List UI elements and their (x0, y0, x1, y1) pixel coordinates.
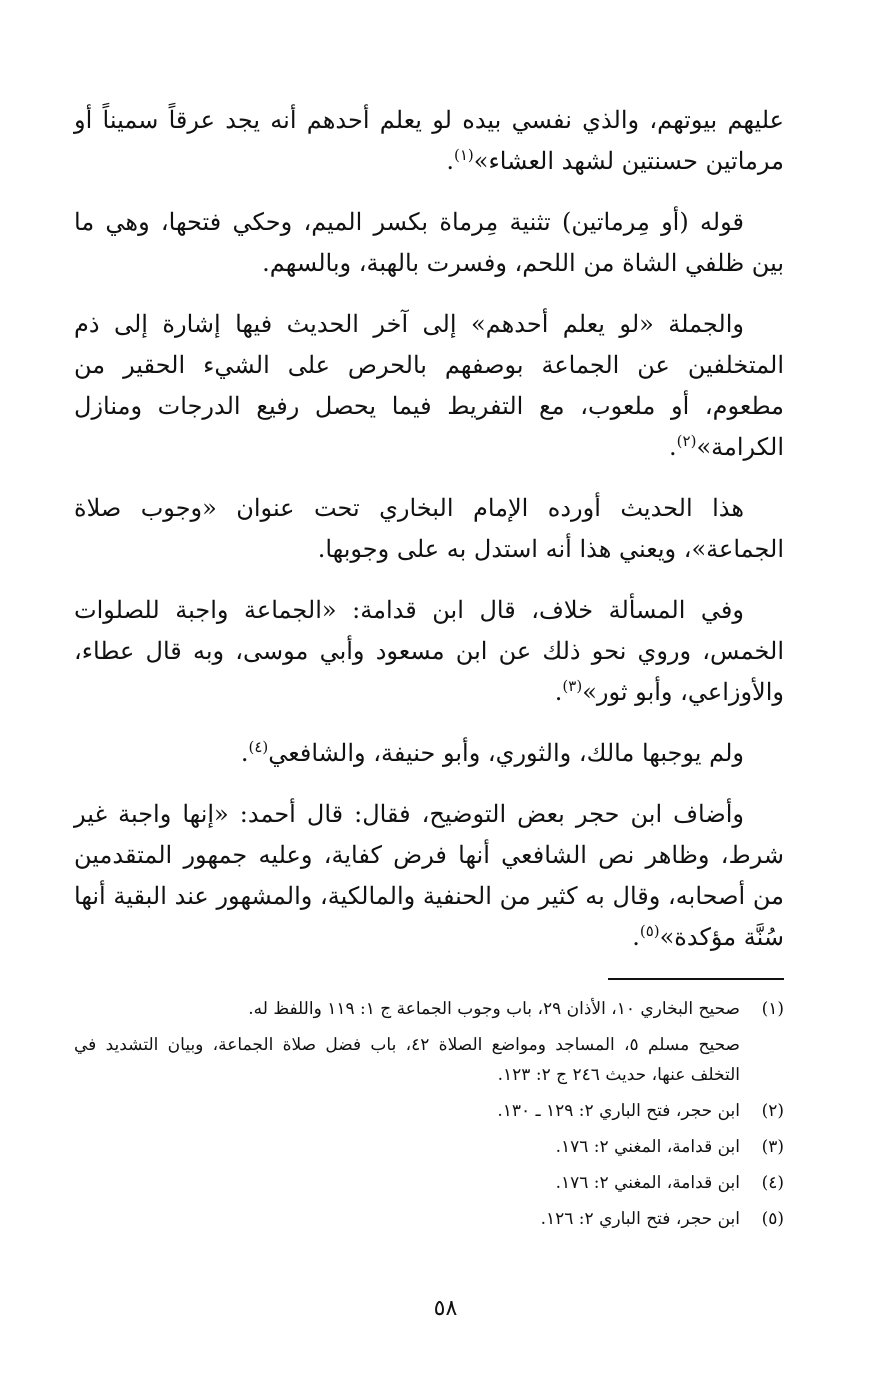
footnote-text: صحيح البخاري ١٠، الأذان ٢٩، باب وجوب الجماعة ج ١: ١١٩ واللفظ له. (248, 999, 740, 1019)
footnote-number: (٥) (761, 1209, 784, 1229)
footnote-ref-1[interactable]: (١) (454, 146, 474, 164)
footnote-separator (608, 978, 784, 980)
paragraph-end: . (554, 678, 563, 706)
paragraph-end: . (632, 923, 640, 951)
footnote-ref-2[interactable]: (٢) (676, 432, 697, 450)
footnote-text: ابن قدامة، المغني ٢: ١٧٦. (555, 1137, 740, 1157)
paragraph-text: عليهم بيوتهم، والذي نفسي بيده لو يعلم أحدهم أنه يجد عرقاً سميناً أو مرماتين حسنتين لشهد العشاء» (74, 106, 784, 175)
footnote-2 (74, 1096, 784, 1126)
footnote-text: ابن حجر، فتح الباري ٢: ١٢٦. (540, 1209, 740, 1229)
footnote-1-continuation: صحيح مسلم ٥، المساجد ومواضع الصلاة ٤٢، باب فضل صلاة الجماعة، وبيان التشديد في التخلف عنها، حديث ٢٤٦ ج ٢: ١٢٣. (74, 1035, 740, 1085)
paragraph-3 (74, 304, 784, 468)
footnote-4 (74, 1168, 784, 1198)
paragraph-text: وأضاف ابن حجر بعض التوضيح، فقال: قال أحمد: «إنها واجبة غير شرط، وظاهر نص الشافعي أنها فرض كفاية، وعليه جمهور المتقدمين من أصحابه، وقال به كثير من الحنفية والمالكية، والمشهور عند البقية أنها سُنَّة مؤكدة» (74, 800, 784, 951)
footnotes (74, 994, 784, 1234)
paragraph-text: والجملة «لو يعلم أحدهم» إلى آخر الحديث فيها إشارة إلى ذم المتخلفين عن الجماعة بوصفهم بالحرص على الشيء الحقير من مطعوم، أو ملعوب، مع التفريط فيما يحصل رفيع الدرجات ومنازل الكرامة» (74, 310, 784, 461)
footnote-number: (٣) (761, 1137, 784, 1157)
footnote-number: (٤) (761, 1173, 784, 1193)
paragraph-7 (74, 794, 784, 958)
footnote-5 (74, 1204, 784, 1234)
footnote-number: (١) (761, 999, 784, 1019)
paragraph-6 (74, 733, 784, 774)
paragraph-1 (74, 100, 784, 182)
paragraph-end: . (240, 739, 249, 767)
page-body (74, 100, 784, 1240)
paragraph-text: ولم يوجبها مالك، والثوري، وأبو حنيفة، والشافعي (268, 739, 744, 767)
footnote-ref-4[interactable]: (٤) (248, 738, 269, 756)
footnote-ref-5[interactable]: (٥) (639, 922, 660, 940)
footnote-text: ابن قدامة، المغني ٢: ١٧٦. (555, 1173, 740, 1193)
paragraph-2 (74, 202, 784, 284)
footnote-1 (74, 994, 784, 1024)
paragraph-text: وفي المسألة خلاف، قال ابن قدامة: «الجماعة واجبة للصلوات الخمس، وروي نحو ذلك عن ابن مسعود وأبي موسى، وبه قال عطاء، والأوزاعي، وأبو ثور» (74, 596, 784, 706)
footnote-ref-3[interactable]: (٣) (562, 677, 583, 695)
footnote-3 (74, 1132, 784, 1162)
paragraph-end: . (446, 147, 454, 175)
footnote-number: (٢) (761, 1101, 784, 1121)
footnote-text: ابن حجر، فتح الباري ٢: ١٢٩ ـ ١٣٠. (497, 1101, 740, 1121)
paragraph-4 (74, 488, 784, 570)
paragraph-end: . (669, 433, 677, 461)
page-number: ٥٨ (433, 1296, 458, 1321)
paragraph-text: هذا الحديث أورده الإمام البخاري تحت عنوان «وجوب صلاة الجماعة»، ويعني هذا أنه استدل به على وجوبها. (74, 494, 784, 563)
paragraph-text: قوله (أو مِرماتين) تثنية مِرماة بكسر الميم، وحكي فتحها، وهي ما بين ظلفي الشاة من اللحم، وفسرت بالهبة، وبالسهم. (74, 208, 784, 277)
paragraph-5 (74, 590, 784, 713)
